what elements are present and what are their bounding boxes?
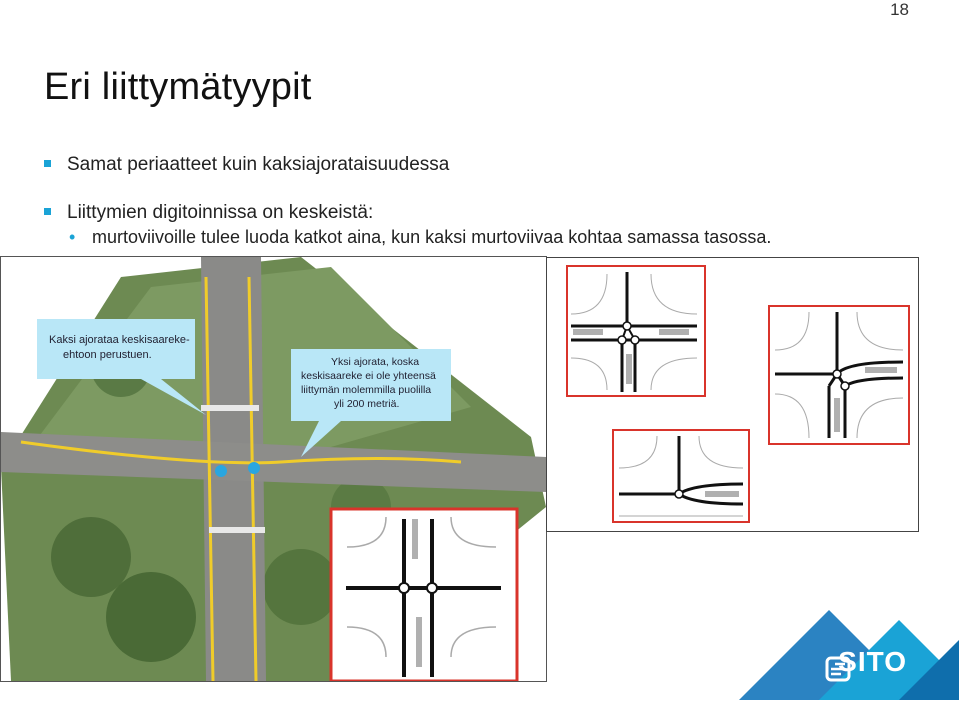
square-bullet-icon <box>44 160 51 167</box>
footer-logo-area <box>599 590 959 700</box>
callout-right-line: Yksi ajorata, koska <box>331 356 420 368</box>
slide-title: Eri liittymätyypit <box>44 66 312 108</box>
diagram-t-junction-right <box>769 306 909 444</box>
callout-left-line: ehtoon perustuen. <box>63 349 152 361</box>
callout-right-line: yli 200 metriä. <box>334 398 400 410</box>
callout-right-line: liittymän molemmilla puolilla <box>301 384 432 396</box>
bullet-text: Liittymien digitoinnissa on keskeistä: <box>67 202 374 223</box>
aerial-intersection-image <box>0 256 547 682</box>
bullet-list <box>44 152 924 248</box>
bullet-text: Samat periaatteet kuin kaksiajorataisuudessa <box>67 154 450 175</box>
diagram-t-junction-four <box>567 266 705 396</box>
page-number: 18 <box>890 0 909 19</box>
callout-left-line: Kaksi ajorataa keskisaareke- <box>49 334 190 346</box>
bullet-item <box>44 152 924 178</box>
sub-bullet-item <box>44 226 924 248</box>
square-bullet-icon <box>44 208 51 215</box>
diagram-t-junction-bottom <box>613 430 749 522</box>
logo-text: SITO <box>838 646 907 677</box>
callout-right-line: keskisaareke ei ole yhteensä <box>301 370 436 382</box>
dot-bullet-icon: • <box>69 227 76 247</box>
sub-bullet-text: murtoviivoille tulee luoda katkot aina, kun kaksi murtoviivaa kohtaa samassa tasossa. <box>92 227 772 247</box>
bullet-item <box>44 200 924 226</box>
junction-diagrams-panel <box>546 257 919 532</box>
